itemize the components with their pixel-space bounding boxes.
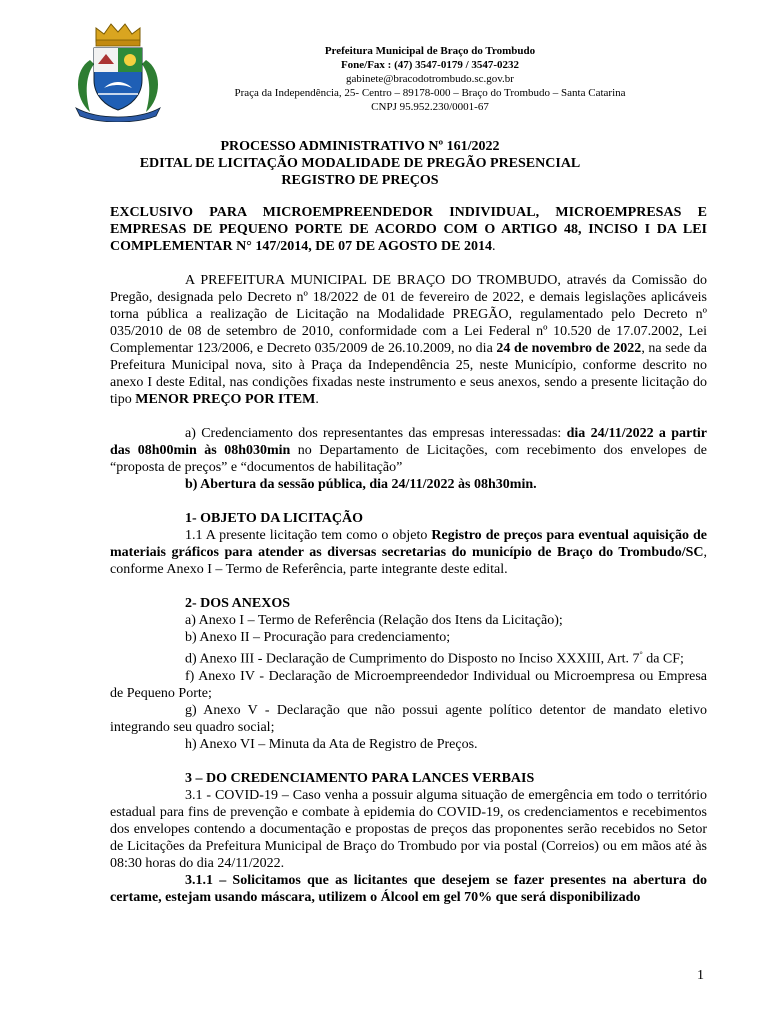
section-2-heading: 2- DOS ANEXOS xyxy=(185,596,291,611)
document-title xyxy=(110,138,610,189)
annex-item: a) Anexo I – Termo de Referência (Relação dos Itens da Licitação); xyxy=(185,613,563,628)
title-line-1: PROCESSO ADMINISTRATIVO Nº 161/2022 xyxy=(220,139,500,154)
cnpj: CNPJ 95.952.230/0001-67 xyxy=(371,101,489,113)
section-3-1: 3.1 - COVID-19 – Caso venha a possuir alguma situação de emergência em todo o território estadual para fins de prevenção e combate à epidemia do COVID-19, os credenciamentos e recebimentos dos envelopes contendo a documentação e propostas de preços das proponentes serão recebidos no Setor de Licitações da Prefeitura Municipal de Braço do Trombudo por via postal (Correios) ou em mãos até às 08:30 horas do dia 24/11/2022. xyxy=(110,787,707,871)
exclusivo-paragraph: EXCLUSIVO PARA MICROEMPREENDEDOR INDIVIDUAL, MICROEMPRESAS E EMPRESAS DE PEQUENO PORTE DE ACORDO COM O ARTIGO 48, INCISO I DA LEI COMPLEMENTAR N° 147/2014, DE 07 DE AGOSTO DE 2014. xyxy=(110,205,707,254)
title-line-3: REGISTRO DE PREÇOS xyxy=(281,173,439,188)
phone-fax: Fone/Fax : (47) 3547-0179 / 3547-0232 xyxy=(340,59,520,71)
letterhead xyxy=(180,44,680,114)
email: gabinete@bracodotrombudo.sc.gov.br xyxy=(346,73,514,85)
annex-item: f) Anexo IV - Declaração de Microempreendedor Individual ou Microempresa ou Empresa de Pequeno Porte; xyxy=(110,668,707,701)
org-name: Prefeitura Municipal de Braço do Trombudo xyxy=(324,45,536,57)
address: Praça da Independência, 25- Centro – 89178-000 – Braço do Trombudo – Santa Catarina xyxy=(234,87,626,99)
credenciamento-paragraph: a) Credenciamento dos representantes das empresas interessadas: dia 24/11/2022 a partir das 08h00min às 08h030min no Departamento de Licitações, com recebimento dos envelopes de “proposta de preços” e “documentos de habilitação” xyxy=(110,426,708,475)
intro-paragraph: A PREFEITURA MUNICIPAL DE BRAÇO DO TROMBUDO, através da Comissão do Pregão, designada pelo Decreto nº 18/2022 de 01 de fevereiro de 2022, e demais legislações aplicáveis torna pública a realização de Licitação na Modalidade PREGÃO, regulamentado pelo Decreto nº 035/2010 de 08 de setembro de 2010, conformidade com a Lei Federal nº 10.520 de 17.07.2002, Lei Complementar 123/2006, e Decreto 035/2009 de 26.10.2009, no dia 24 de novembro de 2022, na sede da Prefeitura Municipal nova, sito à Praça da Independência 25, neste Município, conforme descrito no anexo I deste Edital, nas condições fixadas neste instrumento e seus anexos, sendo a presente licitação do tipo MENOR PREÇO POR ITEM. xyxy=(110,273,707,407)
annex-item: h) Anexo VI – Minuta da Ata de Registro de Preços. xyxy=(185,736,478,752)
section-1-text: 1.1 A presente licitação tem como o objeto Registro de preços para eventual aquisição de materiais gráficos para atender as diversas secretarias do município de Braço do Trombudo/SC, conforme Anexo I – Termo de Referência, parte integrante deste edital. xyxy=(110,528,707,577)
annex-item: d) Anexo III - Declaração de Cumprimento do Disposto no Inciso XXXIII, Art. 7° da CF; xyxy=(185,650,684,667)
section-1-heading: 1- OBJETO DA LICITAÇÃO xyxy=(185,511,364,526)
title-line-2: EDITAL DE LICITAÇÃO MODALIDADE DE PREGÃO PRESENCIAL xyxy=(139,156,581,171)
municipal-coat-of-arms-logo xyxy=(68,20,168,122)
section-3-heading: 3 – DO CREDENCIAMENTO PARA LANCES VERBAIS xyxy=(185,770,535,786)
abertura-line: b) Abertura da sessão pública, dia 24/11/2022 às 08h30min. xyxy=(185,477,537,492)
document-body xyxy=(110,204,707,906)
page-number: 1 xyxy=(697,968,704,983)
section-3-1-1: 3.1.1 – Solicitamos que as licitantes que desejem se fazer presentes na abertura do certame, estejam usando máscara, utilizem o Álcool em gel 70% que será disponibilizado xyxy=(110,872,707,905)
annex-item: g) Anexo V - Declaração que não possui agente político detentor de mandato eletivo integrando seu quadro social; xyxy=(110,702,707,735)
annex-item: b) Anexo II – Procuração para credenciamento; xyxy=(185,630,451,645)
